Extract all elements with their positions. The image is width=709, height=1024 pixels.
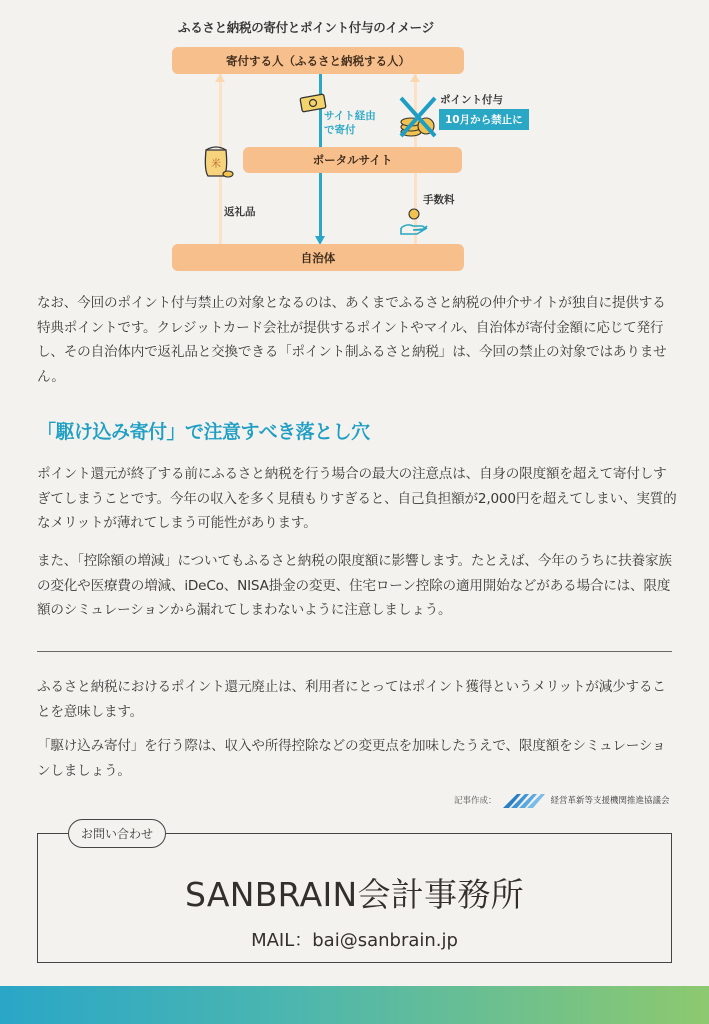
rice-gift-icon bbox=[200, 140, 234, 184]
footer-gradient-bar bbox=[0, 986, 709, 1024]
diagram-title: ふるさと納税の寄付とポイント付与のイメージ bbox=[178, 20, 434, 35]
furusato-diagram bbox=[172, 12, 523, 272]
contact-mail[interactable]: MAIL：bai@sanbrain.jp bbox=[251, 930, 458, 951]
credit-org: 経営革新等支援機関推進協議会 bbox=[550, 796, 670, 806]
via-site-label bbox=[324, 109, 376, 137]
via-site-label-line2: で寄付 bbox=[324, 124, 356, 136]
municipality-bar: 自治体 bbox=[172, 244, 464, 271]
fee-arrow-icon bbox=[410, 74, 420, 82]
contact-tab: お問い合わせ bbox=[68, 819, 166, 848]
ban-badge: 10月から禁止に bbox=[439, 109, 529, 130]
divider bbox=[37, 651, 672, 652]
article-paragraph-5: 「駆け込み寄付」を行う際は、収入や所得控除などの変更点を加味したうえで、限度額をシミュレーションしましょう。 bbox=[37, 738, 666, 779]
article-paragraph-1: なお、今回のポイント付与禁止の対象となるのは、あくまでふるさと納税の仲介サイトが独自に提供する特典ポイントです。クレジットカード会社が提供するポイントやマイル、自治体が寄付金額に応じて発行し、その自治体内で返礼品と交換できる「ポイント制ふるさと納税」は、今回の禁止の対象ではありません。 bbox=[37, 295, 667, 385]
portal-site-bar: ポータルサイト bbox=[243, 147, 462, 173]
section-heading: 「駆け込み寄付」で注意すべき落とし穴 bbox=[37, 421, 370, 443]
article-paragraph-4: ふるさと納税におけるポイント還元廃止は、利用者にとってはポイント獲得というメリットが減少することを意味します。 bbox=[37, 679, 666, 720]
donor-bar: 寄付する人（ふるさと納税する人） bbox=[172, 47, 464, 74]
hand-coin-icon bbox=[399, 206, 429, 240]
contact-box bbox=[37, 827, 672, 963]
article-paragraph-2: ポイント還元が終了する前にふるさと納税を行う場合の最大の注意点は、自身の限度額を超えて寄付しすぎてしまうことです。今年の収入を多く見積もりすぎると、自己負担額が2,000円を超えてしまい、実質的なメリットが薄れてしまう可能性があります。 bbox=[37, 466, 677, 531]
org-logo-icon bbox=[503, 792, 545, 808]
article-paragraph-3: また、「控除額の増減」についてもふるさと納税の限度額に影響します。たとえば、今年のうちに扶養家族の変化や医療費の増減、iDeCo、NISA掛金の変更、住宅ローン控除の適用開始などがある場合には、限度額のシミュレーションから漏れてしまわないように注意しましょう。 bbox=[37, 553, 672, 618]
article-credit bbox=[454, 792, 670, 808]
fee-label: 手数料 bbox=[423, 194, 455, 206]
credit-label: 記事作成： bbox=[454, 796, 497, 806]
point-grant-label: ポイント付与 bbox=[440, 94, 503, 106]
return-gift-arrow-icon bbox=[215, 74, 225, 82]
office-name: SANBRAIN会計事務所 bbox=[185, 875, 524, 914]
via-site-label-line1: サイト経由 bbox=[324, 110, 376, 122]
coins-banned-icon bbox=[397, 96, 439, 146]
svg-text:米: 米 bbox=[211, 159, 221, 170]
return-gift-label: 返礼品 bbox=[224, 206, 256, 218]
